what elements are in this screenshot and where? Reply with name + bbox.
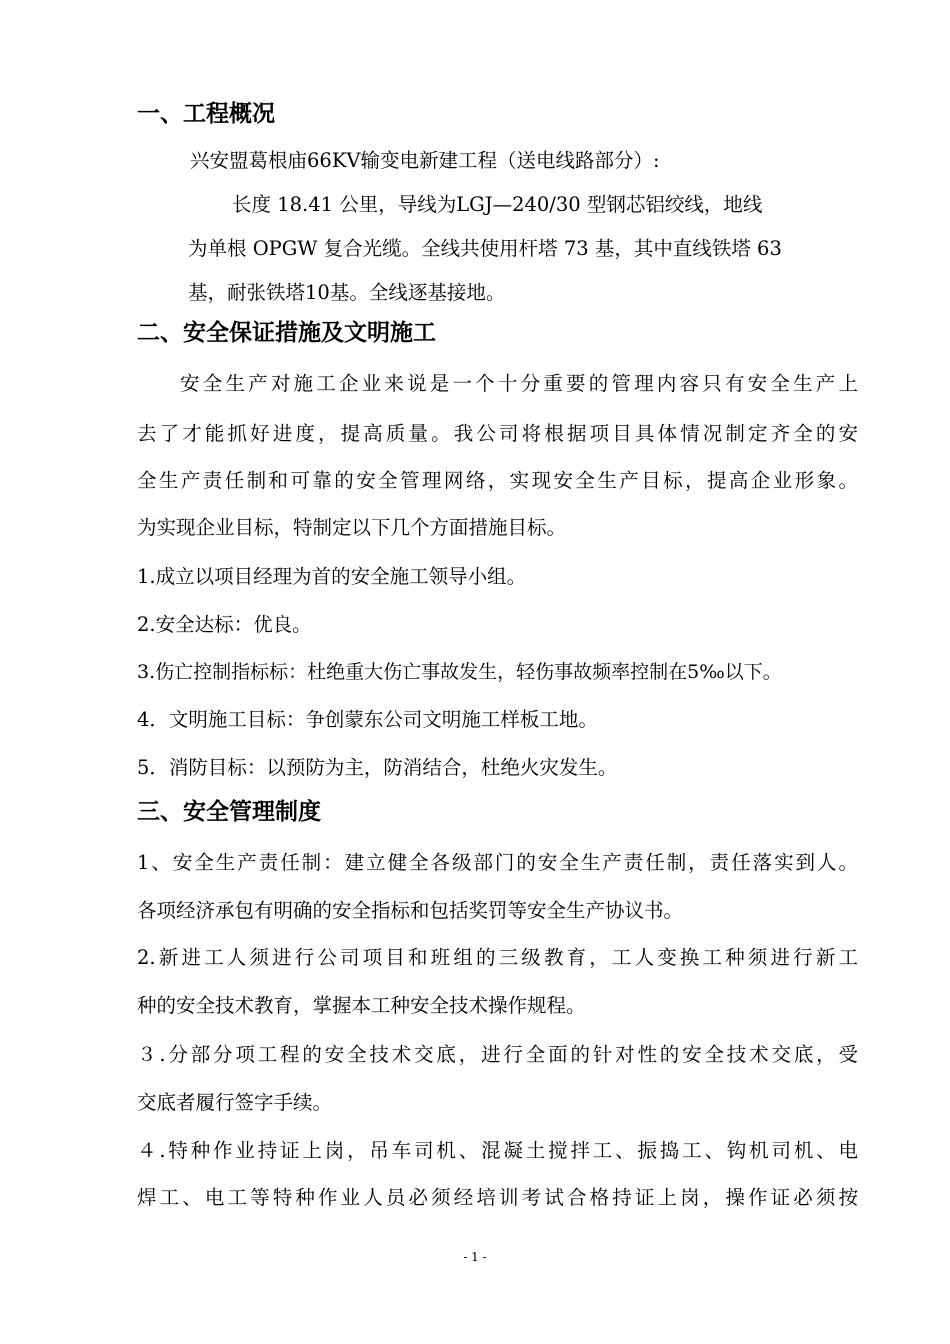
rule-1-line-1: 1、安全生产责任制：建立健全各级部门的安全生产责任制，责任落实到人。 [137,851,858,874]
page-number: - 1 - [463,1250,487,1264]
project-description-line-2: 为单根 OPGW 复合光缆。全线共使用杆塔 73 基，其中直线铁塔 63 [188,237,782,260]
section-heading-safety-measures: 二、安全保证措施及文明施工 [137,320,436,346]
rule-3-line-1: ３.分部分项工程的安全技术交底，进行全面的针对性的安全技术交底，受 [137,1043,858,1066]
safety-goal-item-1: 1.成立以项目经理为首的安全施工领导小组。 [137,565,527,588]
rule-4-line-1: ４.特种作业持证上岗，吊车司机、混凝土搅拌工、振捣工、钩机司机、电 [137,1139,858,1162]
safety-goal-item-2: 2.安全达标：优良。 [137,613,312,636]
safety-intro-line-4: 为实现企业目标，特制定以下几个方面措施目标。 [137,516,567,539]
rule-1-line-2: 各项经济承包有明确的安全指标和包括奖罚等安全生产协议书。 [137,899,684,922]
rule-2-line-2: 种的安全技术教育，掌握本工种安全技术操作规程。 [137,994,586,1017]
safety-goal-item-5: 5．消防目标：以预防为主，防消结合，杜绝火灾发生。 [137,756,618,779]
safety-goal-item-4: 4．文明施工目标：争创蒙东公司文明施工样板工地。 [137,708,598,731]
section-heading-safety-management: 三、安全管理制度 [137,799,321,825]
project-description-line-1: 长度 18.41 公里，导线为LGJ—240/30 型钢芯铝绞线，地线 [232,193,763,216]
project-name-line: 兴安盟葛根庙66KV输变电新建工程（送电线路部分）: [190,149,660,172]
section-heading-project-overview: 一、工程概况 [137,101,275,127]
safety-intro-line-1: 安全生产对施工企业来说是一个十分重要的管理内容只有安全生产上 [180,372,858,395]
rule-2-line-1: 2.新进工人须进行公司项目和班组的三级教育，工人变换工种须进行新工 [137,946,858,969]
safety-goal-item-3: 3.伤亡控制指标标：杜绝重大伤亡事故发生，轻伤事故频率控制在5‰以下。 [137,661,782,683]
safety-intro-line-2: 去了才能抓好进度，提高质量。我公司将根据项目具体情况制定齐全的安 [137,422,858,445]
safety-intro-line-3: 全生产责任制和可靠的安全管理网络，实现安全生产目标，提高企业形象。 [137,469,858,492]
rule-3-line-2: 交底者履行签字手续。 [137,1091,333,1114]
rule-4-line-2: 焊工、电工等特种作业人员必须经培训考试合格持证上岗，操作证必须按 [137,1186,858,1209]
project-description-line-3: 基，耐张铁塔10基。全线逐基接地。 [188,281,506,304]
